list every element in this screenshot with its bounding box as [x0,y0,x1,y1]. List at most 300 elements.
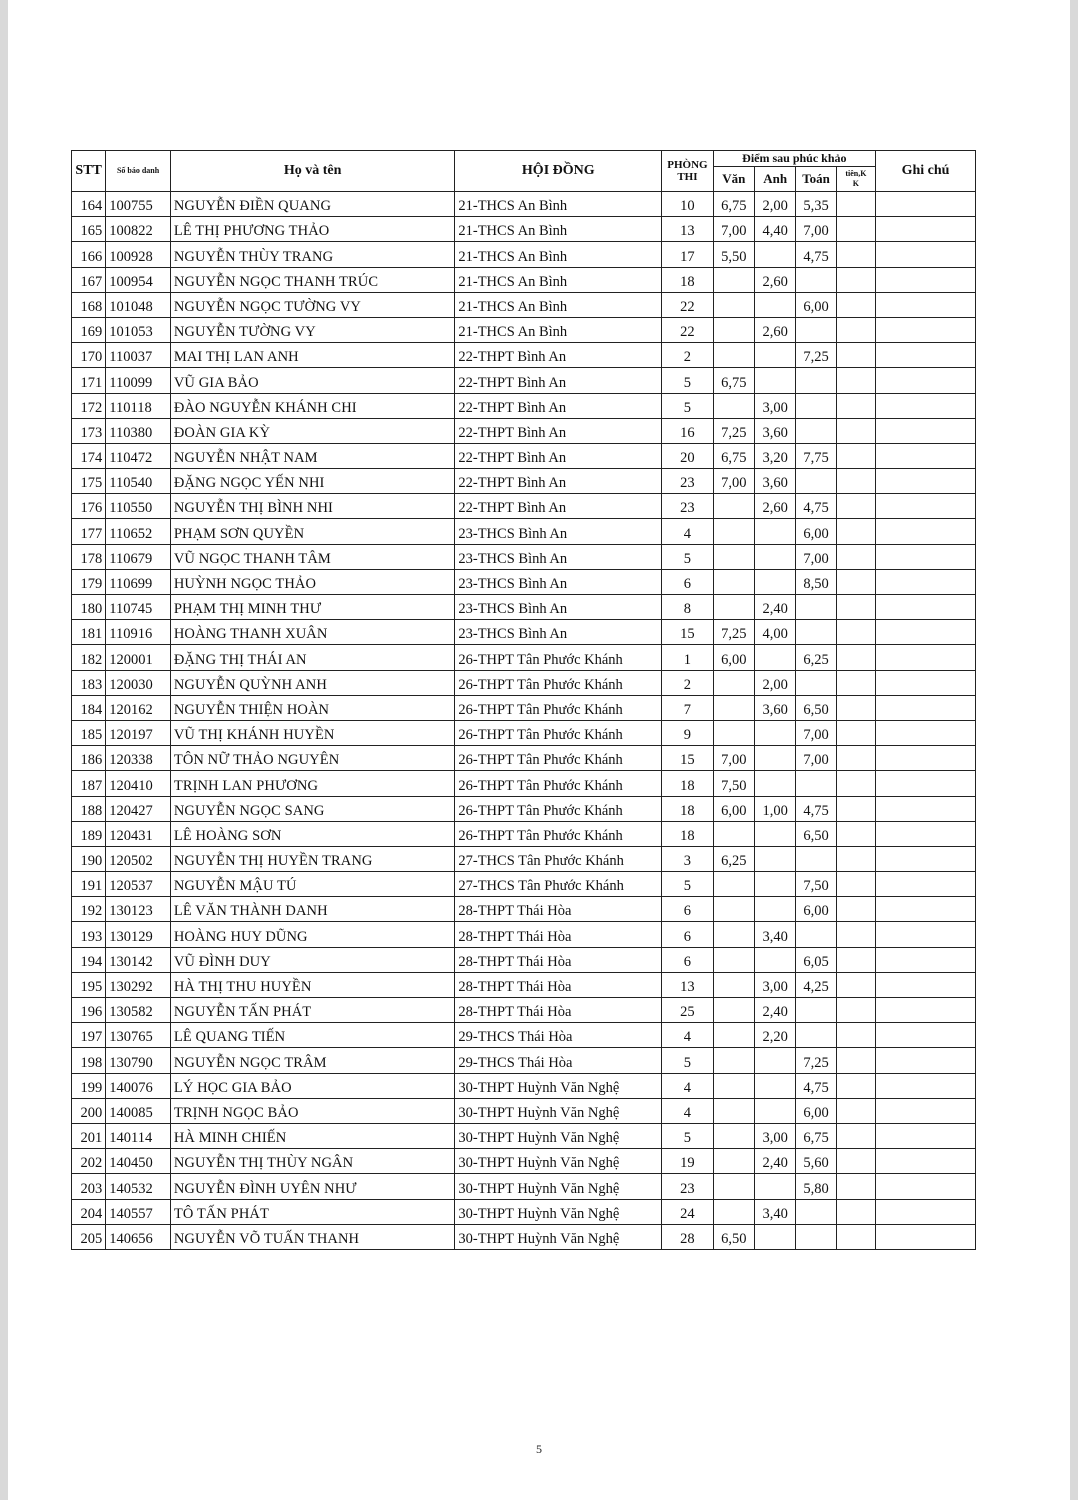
row-stt: 179 [72,569,106,594]
row-note [876,897,976,922]
row-room: 5 [662,1123,713,1148]
row-extra [836,292,875,317]
row-note [876,620,976,645]
row-sbd: 110472 [106,443,171,468]
row-name: NGUYỄN THỊ THÙY NGÂN [170,1149,455,1174]
row-room: 13 [662,972,713,997]
row-note [876,998,976,1023]
header-extra-line1: tiên,K [845,169,867,178]
row-sbd: 110916 [106,620,171,645]
row-room: 18 [662,267,713,292]
row-stt: 181 [72,620,106,645]
header-note: Ghi chú [876,151,976,192]
row-extra [836,393,875,418]
row-room: 18 [662,771,713,796]
row-score-van: 6,75 [713,443,754,468]
row-score-anh [755,242,796,267]
row-council: 29-THCS Thái Hòa [455,1023,662,1048]
row-extra [836,1073,875,1098]
row-room: 5 [662,368,713,393]
row-sbd: 130123 [106,897,171,922]
row-score-toan [796,317,836,342]
row-name: NGUYỄN THỊ BÌNH NHI [170,494,455,519]
row-name: LÊ QUANG TIẾN [170,1023,455,1048]
table-row [72,1023,976,1048]
row-stt: 171 [72,368,106,393]
table-row [72,746,976,771]
row-score-toan [796,771,836,796]
row-name: TRỊNH NGỌC BẢO [170,1098,455,1123]
row-note [876,821,976,846]
row-score-toan [796,469,836,494]
row-council: 27-THCS Tân Phước Khánh [455,872,662,897]
row-council: 28-THPT Thái Hòa [455,922,662,947]
row-room: 5 [662,544,713,569]
row-score-toan [796,998,836,1023]
row-extra [836,1048,875,1073]
row-score-toan: 6,00 [796,519,836,544]
row-stt: 168 [72,292,106,317]
row-note [876,519,976,544]
row-note [876,645,976,670]
row-score-anh [755,846,796,871]
row-stt: 191 [72,872,106,897]
row-council: 26-THPT Tân Phước Khánh [455,821,662,846]
table-row [72,670,976,695]
row-note [876,947,976,972]
table-row [72,922,976,947]
row-council: 26-THPT Tân Phước Khánh [455,796,662,821]
row-score-toan [796,418,836,443]
row-name: VŨ NGỌC THANH TÂM [170,544,455,569]
row-note [876,670,976,695]
row-name: HÀ MINH CHIẾN [170,1123,455,1148]
row-name: NGUYỄN NGỌC TRÂM [170,1048,455,1073]
row-stt: 201 [72,1123,106,1148]
row-extra [836,519,875,544]
row-score-van [713,1098,754,1123]
row-score-anh [755,1048,796,1073]
row-note [876,1224,976,1249]
header-room [662,151,713,192]
table-row [72,972,976,997]
table-row [72,192,976,217]
row-room: 4 [662,1073,713,1098]
row-score-anh: 3,00 [755,393,796,418]
row-council: 22-THPT Bình An [455,393,662,418]
row-extra [836,796,875,821]
row-extra [836,947,875,972]
row-score-toan: 7,00 [796,544,836,569]
row-room: 2 [662,343,713,368]
row-name: NGUYỄN TƯỜNG VY [170,317,455,342]
table-row [72,620,976,645]
row-sbd: 140450 [106,1149,171,1174]
row-score-anh [755,544,796,569]
row-note [876,796,976,821]
header-extra [836,167,875,192]
row-sbd: 120338 [106,746,171,771]
table-row [72,947,976,972]
row-score-van: 6,25 [713,846,754,871]
results-table [71,150,976,1250]
row-name: HÀ THỊ THU HUYỀN [170,972,455,997]
table-row [72,1073,976,1098]
row-council: 28-THPT Thái Hòa [455,897,662,922]
row-sbd: 120197 [106,720,171,745]
row-score-toan: 4,75 [796,242,836,267]
table-row [72,897,976,922]
row-score-toan [796,1199,836,1224]
row-note [876,292,976,317]
row-room: 1 [662,645,713,670]
table-row [72,695,976,720]
row-score-anh: 2,60 [755,494,796,519]
row-note [876,418,976,443]
table-row [72,242,976,267]
row-score-toan: 7,75 [796,443,836,468]
row-council: 21-THCS An Bình [455,317,662,342]
row-score-toan: 6,50 [796,695,836,720]
row-extra [836,771,875,796]
row-council: 28-THPT Thái Hòa [455,972,662,997]
row-note [876,1023,976,1048]
row-score-van: 7,00 [713,469,754,494]
row-stt: 172 [72,393,106,418]
row-name: NGUYỄN ĐÌNH UYÊN NHƯ [170,1174,455,1199]
row-score-anh: 2,40 [755,595,796,620]
row-score-van [713,1073,754,1098]
row-name: NGUYỄN ĐIỀN QUANG [170,192,455,217]
row-note [876,1123,976,1148]
row-council: 29-THCS Thái Hòa [455,1048,662,1073]
row-sbd: 140114 [106,1123,171,1148]
row-room: 4 [662,1023,713,1048]
row-score-toan: 7,00 [796,720,836,745]
row-score-anh: 4,40 [755,217,796,242]
document-page [8,0,1070,1500]
row-note [876,368,976,393]
row-extra [836,544,875,569]
table-row [72,771,976,796]
row-stt: 204 [72,1199,106,1224]
row-score-anh: 3,00 [755,972,796,997]
row-score-van: 6,75 [713,192,754,217]
row-sbd: 120030 [106,670,171,695]
table-row [72,1224,976,1249]
row-score-van [713,720,754,745]
row-score-anh [755,821,796,846]
row-extra [836,670,875,695]
row-sbd: 120502 [106,846,171,871]
row-score-anh [755,872,796,897]
row-score-van: 7,25 [713,418,754,443]
row-room: 6 [662,922,713,947]
row-council: 23-THCS Bình An [455,519,662,544]
row-stt: 169 [72,317,106,342]
row-extra [836,569,875,594]
row-extra [836,1123,875,1148]
table-row [72,998,976,1023]
row-sbd: 110540 [106,469,171,494]
row-council: 22-THPT Bình An [455,469,662,494]
row-sbd: 140076 [106,1073,171,1098]
table-row [72,544,976,569]
row-sbd: 110652 [106,519,171,544]
row-note [876,469,976,494]
row-stt: 195 [72,972,106,997]
table-row [72,569,976,594]
row-extra [836,821,875,846]
table-row [72,720,976,745]
row-stt: 185 [72,720,106,745]
row-extra [836,343,875,368]
row-score-anh: 3,60 [755,695,796,720]
row-sbd: 130790 [106,1048,171,1073]
row-extra [836,998,875,1023]
header-van: Văn [713,167,754,192]
row-name: NGUYỄN NGỌC SANG [170,796,455,821]
row-note [876,595,976,620]
row-extra [836,368,875,393]
row-extra [836,645,875,670]
row-room: 22 [662,292,713,317]
row-sbd: 140557 [106,1199,171,1224]
row-extra [836,469,875,494]
header-score-group: Điểm sau phúc khảo [713,151,875,167]
row-score-van [713,569,754,594]
row-council: 30-THPT Huỳnh Văn Nghệ [455,1149,662,1174]
row-extra [836,443,875,468]
row-score-van [713,972,754,997]
row-room: 20 [662,443,713,468]
row-sbd: 110118 [106,393,171,418]
row-stt: 182 [72,645,106,670]
row-stt: 196 [72,998,106,1023]
row-room: 13 [662,217,713,242]
row-extra [836,846,875,871]
row-name: HUỲNH NGỌC THẢO [170,569,455,594]
row-extra [836,267,875,292]
row-score-van: 6,75 [713,368,754,393]
row-score-anh: 2,60 [755,317,796,342]
row-stt: 183 [72,670,106,695]
table-row [72,872,976,897]
row-score-anh [755,1098,796,1123]
row-name: TÔ TẤN PHÁT [170,1199,455,1224]
row-room: 5 [662,872,713,897]
row-stt: 170 [72,343,106,368]
row-stt: 174 [72,443,106,468]
row-name: PHẠM THỊ MINH THƯ [170,595,455,620]
row-sbd: 110699 [106,569,171,594]
row-score-van [713,897,754,922]
row-name: TRỊNH LAN PHƯƠNG [170,771,455,796]
row-room: 23 [662,494,713,519]
row-council: 22-THPT Bình An [455,494,662,519]
row-stt: 198 [72,1048,106,1073]
row-score-anh [755,368,796,393]
row-stt: 167 [72,267,106,292]
row-room: 23 [662,469,713,494]
table-row [72,217,976,242]
row-score-anh: 2,60 [755,267,796,292]
row-note [876,1048,976,1073]
row-council: 27-THCS Tân Phước Khánh [455,846,662,871]
header-room-line1: PHÒNG [667,159,708,171]
row-extra [836,972,875,997]
row-score-toan [796,620,836,645]
row-council: 28-THPT Thái Hòa [455,998,662,1023]
row-sbd: 130129 [106,922,171,947]
row-score-toan: 4,75 [796,796,836,821]
row-note [876,192,976,217]
row-note [876,695,976,720]
row-score-anh [755,771,796,796]
row-score-toan: 4,25 [796,972,836,997]
row-stt: 202 [72,1149,106,1174]
row-score-van [713,267,754,292]
row-council: 21-THCS An Bình [455,242,662,267]
row-note [876,746,976,771]
row-extra [836,192,875,217]
row-score-van [713,695,754,720]
row-score-anh: 2,20 [755,1023,796,1048]
row-room: 15 [662,746,713,771]
row-score-anh: 3,40 [755,922,796,947]
row-stt: 178 [72,544,106,569]
row-score-van [713,317,754,342]
row-score-van: 5,50 [713,242,754,267]
row-note [876,544,976,569]
row-name: NGUYỄN NHẬT NAM [170,443,455,468]
row-score-anh: 1,00 [755,796,796,821]
row-note [876,872,976,897]
row-note [876,1149,976,1174]
row-note [876,922,976,947]
table-row [72,1123,976,1148]
row-sbd: 140085 [106,1098,171,1123]
row-council: 22-THPT Bình An [455,368,662,393]
row-score-van [713,292,754,317]
row-score-toan [796,670,836,695]
row-name: VŨ ĐÌNH DUY [170,947,455,972]
row-name: HOÀNG THANH XUÂN [170,620,455,645]
row-extra [836,620,875,645]
row-sbd: 110679 [106,544,171,569]
row-name: HOÀNG HUY DŨNG [170,922,455,947]
row-extra [836,746,875,771]
row-extra [836,1174,875,1199]
row-sbd: 110745 [106,595,171,620]
row-score-anh: 3,60 [755,418,796,443]
row-council: 26-THPT Tân Phước Khánh [455,771,662,796]
row-room: 4 [662,1098,713,1123]
row-extra [836,897,875,922]
row-note [876,242,976,267]
row-score-toan [796,368,836,393]
row-score-anh: 2,00 [755,670,796,695]
row-council: 23-THCS Bình An [455,569,662,594]
row-room: 22 [662,317,713,342]
row-score-toan: 6,50 [796,821,836,846]
row-extra [836,217,875,242]
row-score-anh [755,519,796,544]
row-extra [836,695,875,720]
table-row [72,595,976,620]
table-row [72,393,976,418]
row-note [876,1073,976,1098]
row-council: 26-THPT Tân Phước Khánh [455,695,662,720]
row-name: VŨ THỊ KHÁNH HUYỀN [170,720,455,745]
page-number: 5 [536,1442,542,1456]
row-room: 5 [662,393,713,418]
row-name: NGUYỄN QUỲNH ANH [170,670,455,695]
row-room: 17 [662,242,713,267]
row-room: 3 [662,846,713,871]
row-score-toan: 6,05 [796,947,836,972]
row-score-van [713,343,754,368]
table-header [72,151,976,192]
row-name: ĐẶNG THỊ THÁI AN [170,645,455,670]
row-council: 28-THPT Thái Hòa [455,947,662,972]
row-score-toan: 4,75 [796,1073,836,1098]
row-score-van: 6,00 [713,645,754,670]
row-score-anh [755,746,796,771]
table-row [72,418,976,443]
row-sbd: 100822 [106,217,171,242]
row-score-anh: 4,00 [755,620,796,645]
row-score-toan: 6,25 [796,645,836,670]
row-stt: 194 [72,947,106,972]
table-row [72,292,976,317]
row-stt: 189 [72,821,106,846]
row-score-van [713,872,754,897]
header-name: Họ và tên [170,151,455,192]
row-extra [836,1199,875,1224]
row-council: 23-THCS Bình An [455,544,662,569]
row-score-anh [755,645,796,670]
row-room: 16 [662,418,713,443]
row-room: 6 [662,569,713,594]
row-name: VŨ GIA BẢO [170,368,455,393]
row-sbd: 130142 [106,947,171,972]
row-extra [836,1023,875,1048]
row-score-toan: 7,00 [796,217,836,242]
header-stt: STT [72,151,106,192]
table-row [72,267,976,292]
row-score-toan: 5,60 [796,1149,836,1174]
row-name: NGUYỄN THÙY TRANG [170,242,455,267]
row-sbd: 130765 [106,1023,171,1048]
row-extra [836,872,875,897]
row-extra [836,418,875,443]
table-row [72,1098,976,1123]
row-score-toan: 7,25 [796,1048,836,1073]
row-note [876,1098,976,1123]
row-name: PHẠM SƠN QUYỀN [170,519,455,544]
row-stt: 205 [72,1224,106,1249]
row-note [876,771,976,796]
row-score-van [713,922,754,947]
row-score-anh: 3,20 [755,443,796,468]
row-name: NGUYỄN TẤN PHÁT [170,998,455,1023]
table-row [72,443,976,468]
row-note [876,393,976,418]
row-stt: 164 [72,192,106,217]
row-score-toan: 6,00 [796,292,836,317]
row-note [876,846,976,871]
